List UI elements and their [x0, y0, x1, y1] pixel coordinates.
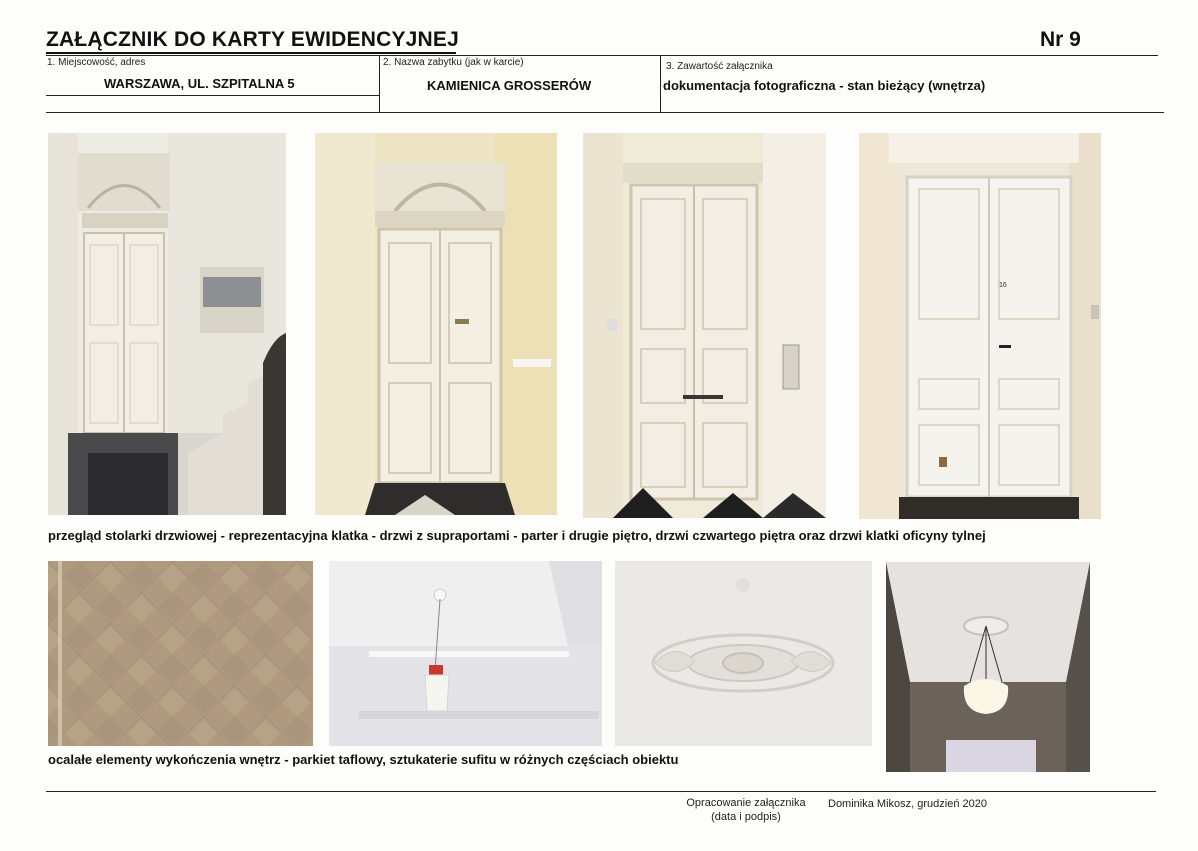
header-rule [46, 55, 1158, 56]
location-underline [46, 95, 380, 96]
document-number: Nr 9 [1040, 28, 1081, 51]
door-number-text: 16 [999, 282, 1007, 289]
document-title: ZAŁĄCZNIK DO KARTY EWIDENCYJNEJ [46, 28, 460, 51]
photo-fourth-floor-door [583, 133, 826, 518]
photo-ceiling-lamp [329, 561, 602, 746]
prepared-value: Dominika Mikosz, grudzień 2020 [828, 798, 987, 810]
photo-door-supraporta [315, 133, 557, 515]
photo-rear-annex-door [859, 133, 1101, 519]
caption-row2: ocalałe elementy wykończenia wnętrz - parkiet taflowy, sztukaterie sufitu w różnych częściach obiektu [48, 752, 679, 767]
photo-stairwell-door [48, 133, 286, 515]
content-label: 3. Zawartość załącznika [666, 61, 773, 72]
prepared-label [676, 796, 816, 824]
field-divider-2 [660, 55, 661, 112]
photo-ceiling-pendant [886, 562, 1090, 772]
name-label: 2. Nazwa zabytku (jak w karcie) [383, 57, 524, 68]
title-underline [46, 52, 456, 54]
location-label: 1. Miejscowość, adres [47, 57, 146, 68]
name-value: KAMIENICA GROSSERÓW [427, 78, 592, 93]
fields-bottom-rule [46, 112, 1164, 113]
location-value: WARSZAWA, UL. SZPITALNA 5 [104, 76, 295, 91]
footer-rule [46, 791, 1156, 792]
prepared-label-sub: (data i podpis) [711, 811, 781, 823]
field-divider-1 [379, 55, 380, 112]
prepared-label-text: Opracowanie załącznika [686, 797, 806, 809]
content-value: dokumentacja fotograficzna - stan bieżący (wnętrza) [663, 78, 986, 93]
photo-parquet [48, 561, 313, 746]
caption-row1: przegląd stolarki drzwiowej - reprezentacyjna klatka - drzwi z supraportami - parter i drugie piętro, drzwi czwartego piętra oraz drzwi klatki oficyny tylnej [48, 528, 986, 543]
photo-stucco-rosette [615, 561, 872, 746]
